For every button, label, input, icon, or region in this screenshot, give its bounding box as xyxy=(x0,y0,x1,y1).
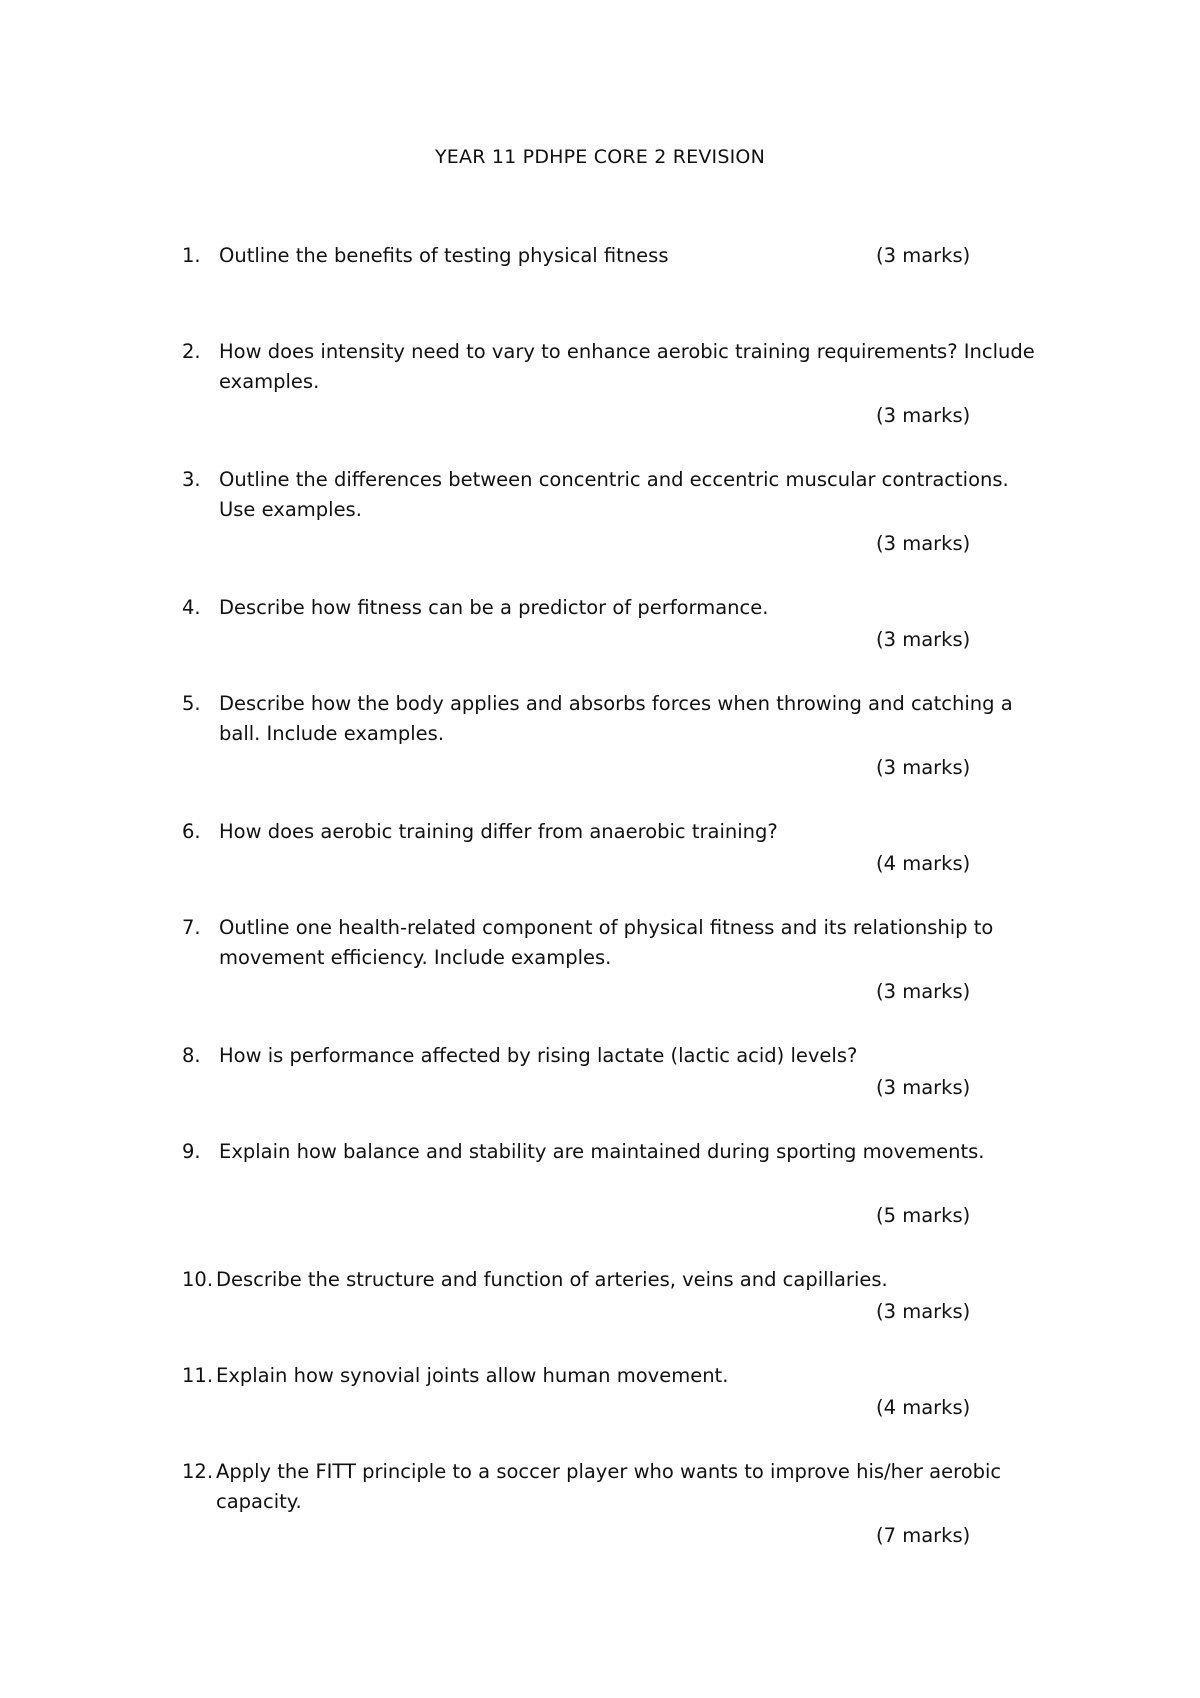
question-number: 2. xyxy=(182,340,201,363)
question-number: 3. xyxy=(182,468,201,491)
question-text: How is performance affected by rising lactate (lactic acid) levels? xyxy=(219,1044,858,1067)
question-marks: (3 marks) xyxy=(876,756,971,779)
question-number: 5. xyxy=(182,692,201,715)
question-number: 6. xyxy=(182,820,201,843)
question-text: How does intensity need to vary to enhance aerobic training requirements? Include examples. xyxy=(219,340,1035,393)
question-number: 9. xyxy=(182,1140,201,1163)
question-number: 12. xyxy=(182,1460,214,1483)
question-number: 4. xyxy=(182,596,201,619)
question-number: 10. xyxy=(182,1268,214,1291)
question-text: Outline the benefits of testing physical fitness xyxy=(219,244,669,267)
question-marks: (3 marks) xyxy=(876,1076,971,1099)
question-text: How does aerobic training differ from anaerobic training? xyxy=(219,820,778,843)
question-text: Apply the FITT principle to a soccer player who wants to improve his/her aerobic capacity. xyxy=(216,1460,1002,1513)
question-number: 11. xyxy=(182,1364,214,1387)
question-marks: (7 marks) xyxy=(876,1524,971,1547)
question-text: Explain how balance and stability are maintained during sporting movements. xyxy=(219,1140,985,1163)
question-number: 1. xyxy=(182,244,201,267)
question-number: 7. xyxy=(182,916,201,939)
question-marks: (3 marks) xyxy=(876,980,971,1003)
question-text: Outline the differences between concentric and eccentric muscular contractions. Use examples. xyxy=(219,468,1009,521)
question-marks: (5 marks) xyxy=(876,1204,971,1227)
question-number: 8. xyxy=(182,1044,201,1067)
question-text: Describe how the body applies and absorbs forces when throwing and catching a ball. Include examples. xyxy=(219,692,1013,745)
question-text: Outline one health-related component of physical fitness and its relationship to movement efficiency. Include examples. xyxy=(219,916,994,969)
question-marks: (3 marks) xyxy=(876,1300,971,1323)
question-text: Describe how fitness can be a predictor of performance. xyxy=(219,596,769,619)
question-marks: (4 marks) xyxy=(876,852,971,875)
page-title: YEAR 11 PDHPE CORE 2 REVISION xyxy=(435,146,765,168)
question-marks: (3 marks) xyxy=(876,244,971,267)
question-text: Describe the structure and function of arteries, veins and capillaries. xyxy=(216,1268,888,1291)
question-marks: (3 marks) xyxy=(876,628,971,651)
question-marks: (3 marks) xyxy=(876,532,971,555)
question-text: Explain how synovial joints allow human movement. xyxy=(216,1364,729,1387)
question-marks: (3 marks) xyxy=(876,404,971,427)
question-marks: (4 marks) xyxy=(876,1396,971,1419)
